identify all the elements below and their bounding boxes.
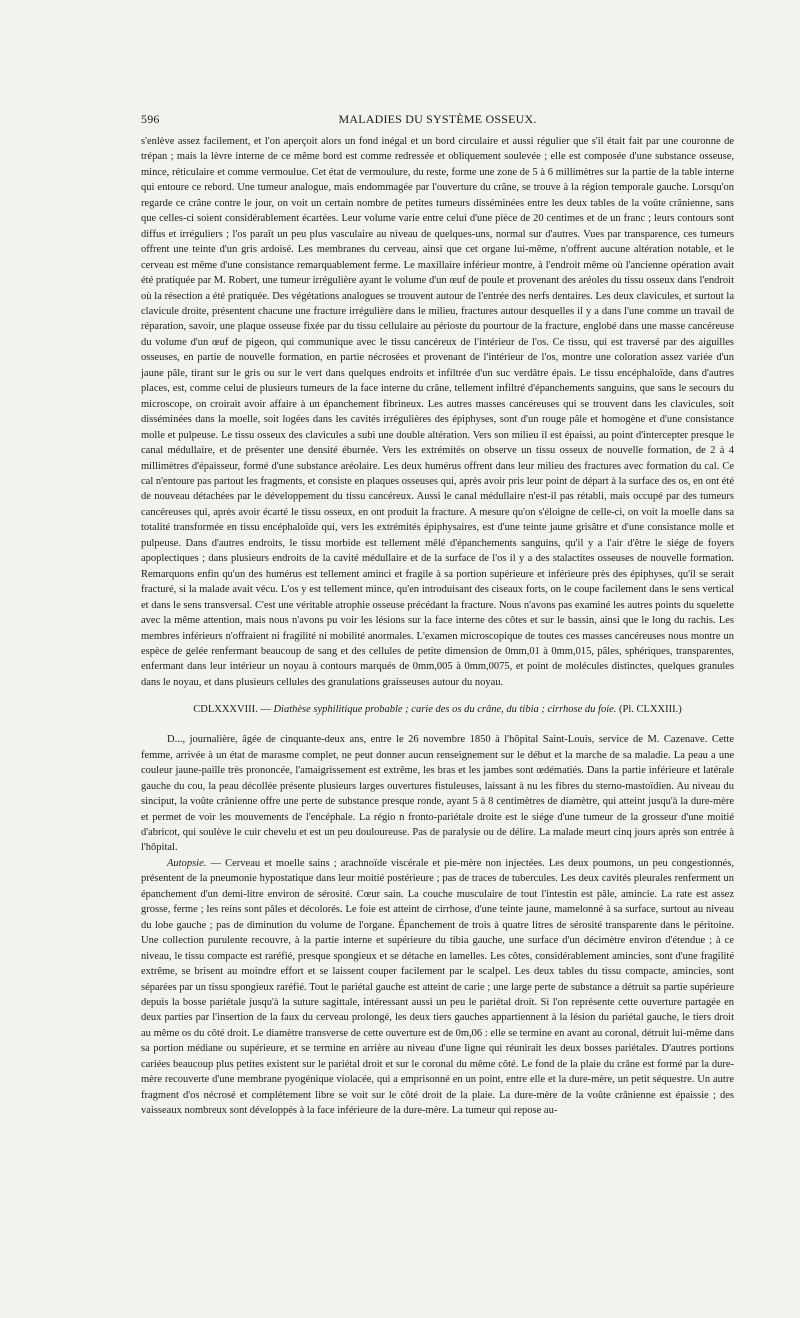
paragraph-case-continuation: s'enlève assez facilement, et l'on aperçoit alors un fond inégal et un bord circulaire et aussi régulier que s'il était fait par une couronne de trépan ; mais la lèvre interne de ce même bord est comme redressée et obliquement soulevée ; elle est composée d'une substance osseuse, mince, réticulaire et comme vermoulue. Cet état de vermoulure, du reste, forme une zone de 5 à 6 millimètres sur la partie de la table interne qui entoure ce rebord. Une tumeur analogue, mais endommagée par l'ouverture du crâne, se trouve à la région temporale gauche. Lorsqu'on regarde ce crâne contre le jour, on voit un certain nombre de petites tumeurs disséminées entre les deux tables de la voûte crânienne, sans que celles-ci soient considérablement écartées. Leur volume varie entre celui d'une pièce de 20 centimes et de un franc ; leurs contours sont diffus et irréguliers ; l'os paraît un peu plus vasculaire au niveau de quelques-uns, normal sur d'autres. Vues par transparence, ces tumeurs offrent une teinte d'un gris ardoisé. Les membranes du cerveau, ainsi que cet organe lui-même, n'offrent aucune altération notable, et le cerveau est même d'une consistance remarquablement ferme. Le maxillaire inférieur montre, à l'endroit même où l'ancienne opération avait été pratiquée par M. Robert, une tumeur irrégulière ayant le volume d'un œuf de poule et provenant des aréoles du tissu osseux dans l'endroit où la résection a été pratiquée. Des végétations analogues se trouvent autour de l'entrée des nerfs dentaires. Les deux clavicules, et surtout la clavicule droite, présentent chacune une fracture irrégulière dans le milieu, fractures autour desquelles il y a dans l'une comme un travail de réparation, savoir, une plaque osseuse fixée par du tissu cellulaire au périoste du pourtour de la fracture, englobé dans une masse cancéreuse du volume d'un œuf de pigeon, qui communique avec le tissu cancéreux de l'intérieur de l'os. Ce tissu, qui est traversé par des aiguilles osseuses, en partie de nouvelle formation, en partie nécrosées et provenant de l'intérieur de l'os, montre une coloration assez variée d'un jaune pâle, tirant sur le gris ou sur le vert dans quelques endroits et infiltrée d'un suc verdâtre épais. Le tissu encéphaloïde, dans d'autres places, est, comme celui de plusieurs tumeurs de la face interne du crâne, tellement infiltré d'épanchements sanguins, que sans le secours du microscope, on croirait avoir affaire à un épanchement fibrineux. Les autres masses cancéreuses qui se trouvent dans les clavicules, soit disséminées dans la moelle, soit logées dans les cavités irrégulières des épiphyses, sont d'un rouge pâle et homogène et d'une consistance molle et pulpeuse. Le tissu osseux des clavicules a subi une double altération. Vers son milieu il est épaissi, au point d'intercepter presque le canal médullaire, et de présenter une densité éburnée. Vers les extrémités on observe un tissu osseux de nouvelle formation, de 2 à 4 millimètres d'épaisseur, formé d'une substance aréolaire. Les deux humérus offrent dans leur milieu des fractures avec formation du cal. Ce cal n'entoure pas partout les fragments, et consiste en plaques osseuses qui, après avoir pris leur point de départ à la surface des os, en ont été de nouveau détachées par le développement du tissu cancéreux. Aussi le canal médullaire n'est-il pas rétabli, mais occupé par des tumeurs cancéreuses qui, après avoir écarté le tissu osseux, en ont produit la fracture. A mesure qu'on s'éloigne de celle-ci, on voit la moelle dans sa totalité transformée en tissu encéphaloïde qui, vers les extrémités épiphysaires, est d'une teinte jaune grisâtre et d'une consistance molle et pulpeuse. Dans d'autres endroits, le tissu morbide est tellement mêlé d'épanchements sanguins, qu'il y a l'air d'être le siége de foyers apoplectiques ; dans plusieurs endroits de la cavité médullaire et de la surface de l'os il y a des stalactites osseuses de nouvelle formation. Remarquons enfin qu'un des humérus est tellement aminci et fragile à sa portion supérieure et inférieure près des épiphyses, qu'il se serait fracturé, si la malade avait vécu. L'os y est tellement mince, qu'en introduisant des ciseaux forts, on le coupe facilement dans le sens vertical et dans le sens transversal. C'est une véritable atrophie osseuse précédant la fracture. Nous n'avons pas examiné les autres points du squelette avec la même attention, mais nous n'avons pu voir les lésions sur la face interne des côtes et sur le bassin, ainsi que le long du rachis. Les membres inférieurs n'offraient ni fragilité ni mobilité anormales. L'examen microscopique de toutes ces masses cancéreuses nous montre un espèce de gelée renfermant beaucoup de sang et des cellules de petite dimension de 0mm,01 à 0mm,015, pâles, sphériques, transparentes, enfermant dans leur intérieur un noyau à contours marqués de 0mm,005 à 0mm,0075, et point de molécules distinctes, quelques granules dans le noyau, et dans plusieurs cellules des granulations graisseuses autour du noyau.: [141, 136, 734, 688]
page-body: [141, 134, 734, 1119]
running-header: [141, 112, 734, 130]
case-number: CDLXXXVIII. —: [193, 704, 271, 716]
running-title: MALADIES DU SYSTÈME OSSEUX.: [338, 112, 537, 126]
case-heading: [141, 702, 734, 717]
plate-reference: (Pl. CLXXIII.): [619, 704, 682, 716]
paragraph-case-history: D..., journalière, âgée de cinquante-deux ans, entre le 26 novembre 1850 à l'hôpital Saint-Louis, service de M. Cazenave. Cette femme, arrivée à un état de marasme complet, ne peut donner aucun renseignement sur le début et la marche de sa maladie. La peau a une couleur jaune-paille très prononcée, l'amaigrissement est extrême, les bras et les jambes sont œdématiés. Dans la partie inférieure et latérale gauche du cou, la peau décollée présente plusieurs larges ouvertures fistuleuses, laissant à nu les fibres du sterno-mastoïdien. Au niveau du sinciput, la voûte crânienne offre une perte de substance presque ronde, ayant 5 à 8 centimètres de diamètre, qui atteint jusqu'à la dure-mère et permet de voir les mouvements de l'encéphale. La régio n fronto-pariétale droite est le siége d'une tumeur de la grosseur d'une moitié d'abricot, qui soulève le cuir chevelu et est un peu douloureuse. Pas de paralysie ou de délire. La malade meurt cinq jours après son entrée à l'hôpital.: [141, 734, 734, 854]
autopsy-text: — Cerveau et moelle sains ; arachnoïde viscérale et pie-mère non injectées. Les deux poumons, un peu congestionnés, présentent de la pneumonie hypostatique dans leur moitié postérieure ; pas de traces de tubercules. Les deux cavités pleurales renferment un épanchement d'un demi-litre environ de sérosité. Cœur sain. La couche musculaire de tout l'intestin est pâle, amincie. La rate est assez grosse, ferme ; les reins sont pâles et décolorés. Le foie est atteint de cirrhose, d'une teinte jaune, mamelonné à sa surface, surtout au niveau du lobe gauche ; pas de diminution du volume de l'organe. Épanchement de trois à quatre litres de sérosité transparente dans le péritoine. Une collection purulente recouvre, à la partie interne et supérieure du tibia gauche, une surface d'un décimètre environ d'étendue ; à ce niveau, le tissu compacte est raréfié, presque spongieux et se détache en lamelles. Les côtes, considérablement amincies, sont d'une fragilité extrême, se brisent au moindre effort et se laissent couper facilement par le scalpel. Les deux tables du tissu compacte, amincies, sont séparées par un tissu spongieux raréfié. Tout le pariétal gauche est atteint de carie ; une large perte de substance a détruit sa partie supérieure depuis la bosse pariétale jusqu'à la suture sagittale, intéressant aussi un peu le pariétal droit. Si l'on représente cette ouverture partagée en deux parties par l'insertion de la faux du cerveau prolongé, les deux tiers gauches appartiennent à la lésion du pariétal gauche, le tiers droit au même os du côté droit. Le diamètre transverse de cette ouverture est de 0m,06 : elle se termine en avant au coronal, détruit lui-même dans sa portion médiane ou supérieure, et se termine en arrière au niveau d'une ligne qui réunirait les deux bosses pariétales. D'autres portions cariées beaucoup plus petites existent sur le pariétal droit et sur le coronal du même côté. Le fond de la plaie du crâne est formé par la dure-mère recouverte d'une membrane pyogénique violacée, qui a emprisonné en un point, entre elle et la dure-mère, un petit séquestre. Un autre fragment d'os nécrosé et complétement libre se voit sur le côté droit de la plaie. La dure-mère de la voûte crânienne est épaissie ; des vaisseaux nombreux sont développés à la face inférieure de la dure-mère. La tumeur qui repose au-: [141, 857, 734, 1117]
paragraph-autopsy: [141, 856, 734, 1119]
page-number: 596: [141, 112, 160, 126]
autopsy-label: Autopsie.: [167, 857, 207, 869]
case-title: Diathèse syphilitique probable ; carie des os du crâne, du tibia ; cirrhose du foie.: [273, 704, 617, 716]
